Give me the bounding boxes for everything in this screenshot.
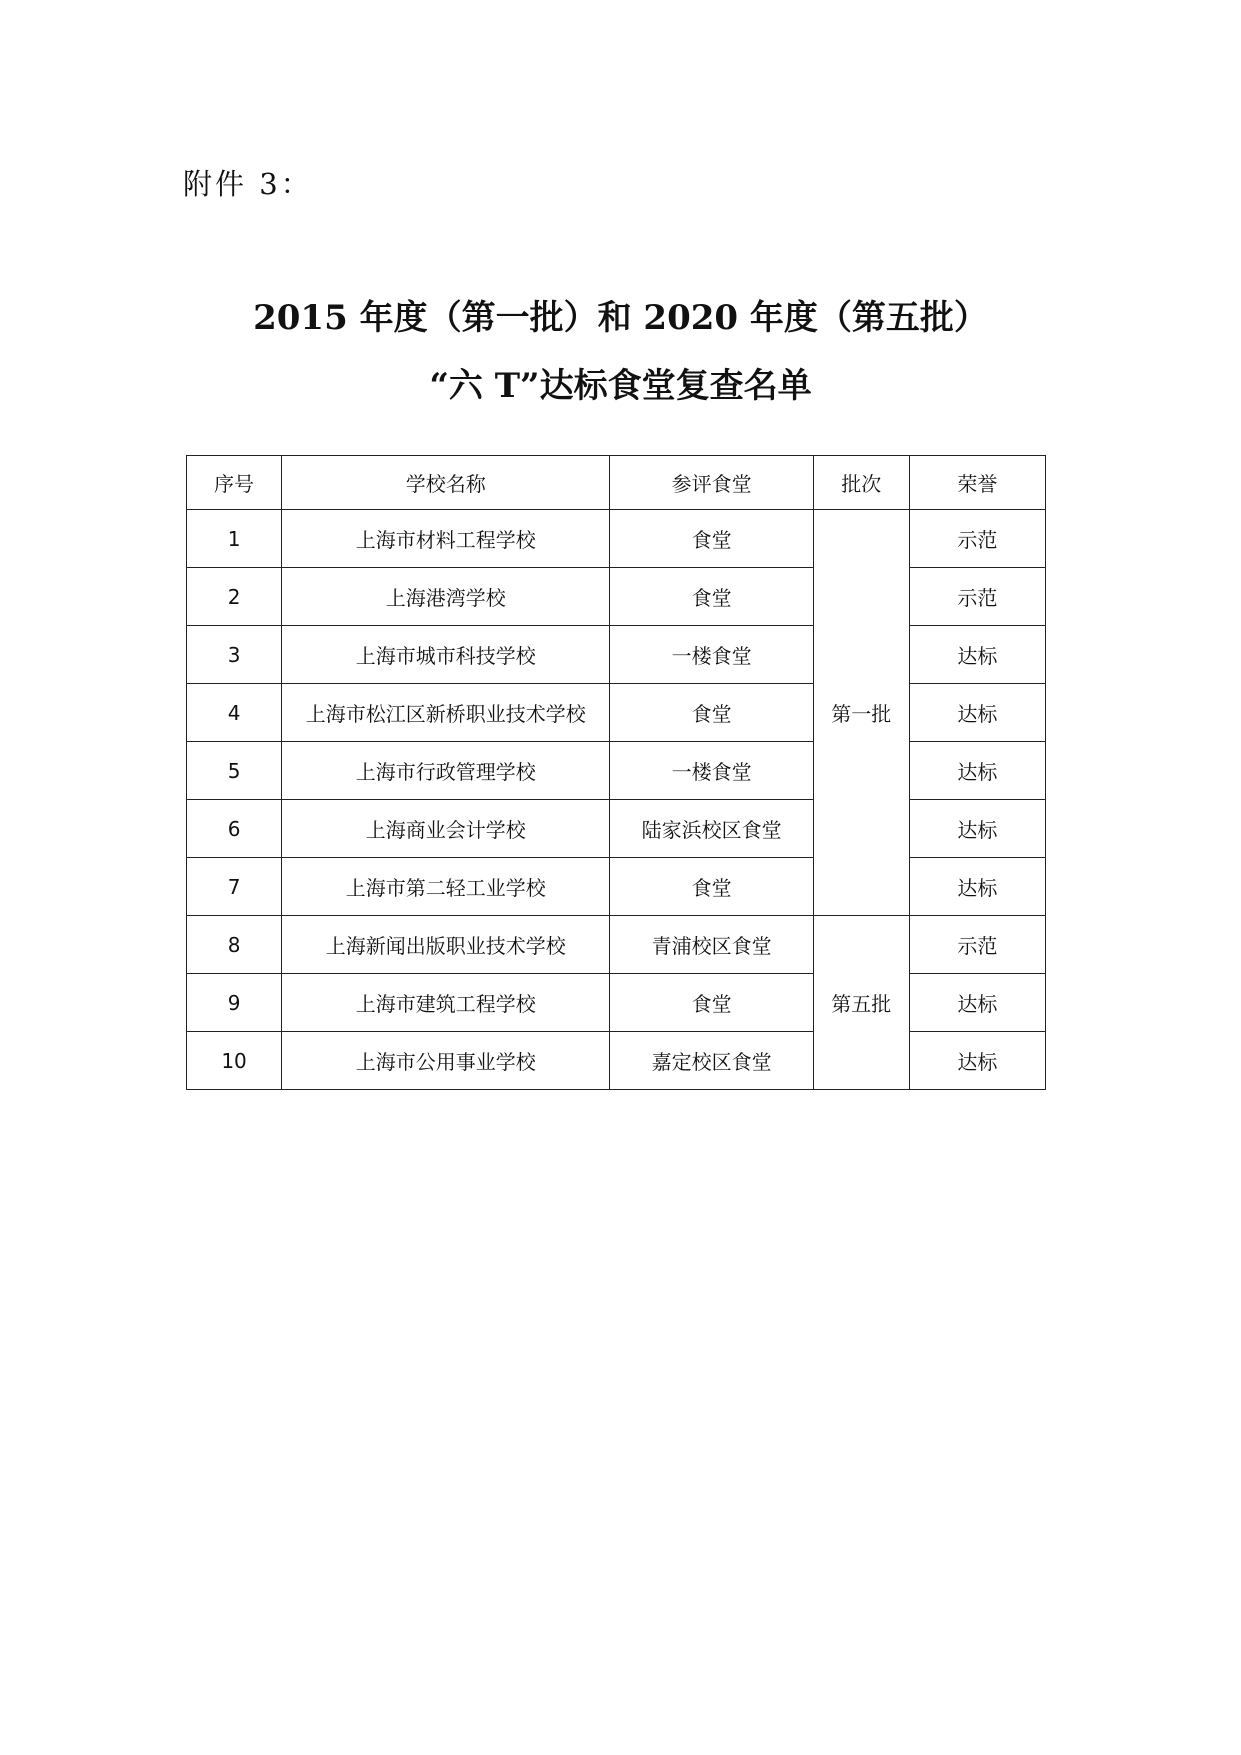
serial-number-cell: 6 xyxy=(187,800,282,858)
canteen-cell: 食堂 xyxy=(610,510,813,568)
school-name-cell: 上海市公用事业学校 xyxy=(282,1032,610,1090)
serial-number-cell: 9 xyxy=(187,974,282,1032)
header-honor: 荣誉 xyxy=(909,456,1045,510)
serial-number-cell: 5 xyxy=(187,742,282,800)
canteen-cell: 一楼食堂 xyxy=(610,626,813,684)
table-row xyxy=(187,684,1046,742)
honor-cell: 示范 xyxy=(909,510,1045,568)
table-row xyxy=(187,974,1046,1032)
serial-number-cell: 2 xyxy=(187,568,282,626)
honor-cell: 达标 xyxy=(909,858,1045,916)
batch-cell-fifth: 第五批 xyxy=(813,916,909,1090)
school-name-cell: 上海市建筑工程学校 xyxy=(282,974,610,1032)
canteen-cell: 食堂 xyxy=(610,684,813,742)
batch-cell-first: 第一批 xyxy=(813,510,909,916)
canteen-cell: 食堂 xyxy=(610,568,813,626)
honor-cell: 达标 xyxy=(909,626,1045,684)
honor-cell: 达标 xyxy=(909,684,1045,742)
canteen-cell: 食堂 xyxy=(610,858,813,916)
serial-number-cell: 7 xyxy=(187,858,282,916)
header-school-name: 学校名称 xyxy=(282,456,610,510)
canteen-cell: 青浦校区食堂 xyxy=(610,916,813,974)
table-row xyxy=(187,1032,1046,1090)
header-serial-number: 序号 xyxy=(187,456,282,510)
honor-cell: 达标 xyxy=(909,974,1045,1032)
school-name-cell: 上海港湾学校 xyxy=(282,568,610,626)
table-row xyxy=(187,858,1046,916)
document-title-line-2: “六 T”达标食堂复查名单 xyxy=(429,366,812,406)
table-row xyxy=(187,742,1046,800)
honor-cell: 示范 xyxy=(909,568,1045,626)
school-name-cell: 上海市行政管理学校 xyxy=(282,742,610,800)
table-row xyxy=(187,800,1046,858)
header-batch: 批次 xyxy=(813,456,909,510)
table-header-row xyxy=(187,456,1046,510)
school-name-cell: 上海市城市科技学校 xyxy=(282,626,610,684)
honor-cell: 达标 xyxy=(909,742,1045,800)
table-row xyxy=(187,510,1046,568)
school-name-cell: 上海商业会计学校 xyxy=(282,800,610,858)
serial-number-cell: 4 xyxy=(187,684,282,742)
serial-number-cell: 8 xyxy=(187,916,282,974)
attachment-label: 附件 3： xyxy=(183,167,313,201)
serial-number-cell: 1 xyxy=(187,510,282,568)
serial-number-cell: 3 xyxy=(187,626,282,684)
school-name-cell: 上海市第二轻工业学校 xyxy=(282,858,610,916)
canteen-cell: 一楼食堂 xyxy=(610,742,813,800)
canteen-cell: 嘉定校区食堂 xyxy=(610,1032,813,1090)
canteen-review-table xyxy=(186,455,1046,1090)
serial-number-cell: 10 xyxy=(187,1032,282,1090)
school-name-cell: 上海新闻出版职业技术学校 xyxy=(282,916,610,974)
table-row xyxy=(187,916,1046,974)
canteen-cell: 陆家浜校区食堂 xyxy=(610,800,813,858)
school-name-cell: 上海市松江区新桥职业技术学校 xyxy=(282,684,610,742)
school-name-cell: 上海市材料工程学校 xyxy=(282,510,610,568)
table-row xyxy=(187,626,1046,684)
honor-cell: 示范 xyxy=(909,916,1045,974)
table-row xyxy=(187,568,1046,626)
honor-cell: 达标 xyxy=(909,1032,1045,1090)
document-title-line-1: 2015 年度（第一批）和 2020 年度（第五批） xyxy=(253,298,988,338)
canteen-cell: 食堂 xyxy=(610,974,813,1032)
header-canteen: 参评食堂 xyxy=(610,456,813,510)
honor-cell: 达标 xyxy=(909,800,1045,858)
